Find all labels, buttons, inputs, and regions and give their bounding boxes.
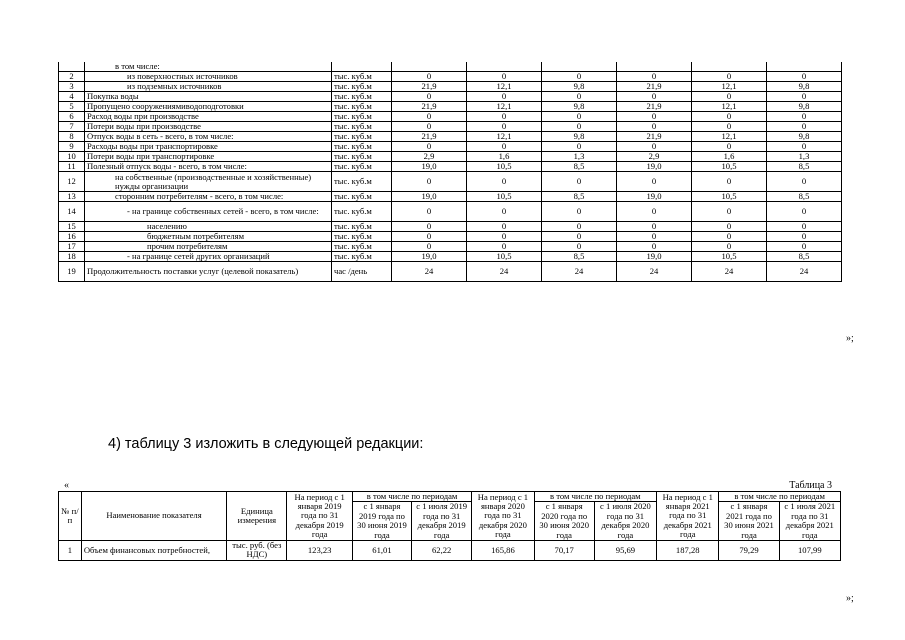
value-cell: 9,8 [542, 132, 617, 142]
value-cell: 12,1 [692, 82, 767, 92]
value-cell: 24 [692, 262, 767, 282]
value-cell: 10,5 [467, 252, 542, 262]
value-cell: 0 [617, 72, 692, 82]
value-cell: 21,9 [617, 82, 692, 92]
value-cell: 12,1 [467, 102, 542, 112]
row-unit: тыс. куб.м [332, 72, 392, 82]
value-cell: 0 [617, 92, 692, 102]
col-2021-split: в том числе по периодам [719, 492, 841, 502]
row-unit: тыс. куб.м [332, 112, 392, 122]
row-name: бюджетным потребителям [85, 232, 332, 242]
row-unit: тыс. куб.м [332, 132, 392, 142]
row-name: Пропущено сооружениямиводоподготовки [85, 102, 332, 112]
row-name: прочим потребителям [85, 242, 332, 252]
value-cell: 19,0 [392, 192, 467, 202]
value-cell: 24 [617, 262, 692, 282]
row-num: 13 [59, 192, 85, 202]
value-cell: 0 [542, 202, 617, 222]
row-num: 19 [59, 262, 85, 282]
value-cell: 0 [692, 232, 767, 242]
row-num: 12 [59, 172, 85, 192]
row-name: из поверхностных источников [85, 72, 332, 82]
table-title: Таблица 3 [789, 480, 832, 491]
row-unit: тыс. куб.м [332, 122, 392, 132]
value-cell: 19,0 [392, 252, 467, 262]
value-cell: 12,1 [467, 132, 542, 142]
value-cell: 0 [542, 222, 617, 232]
row-num: 16 [59, 232, 85, 242]
row-num: 17 [59, 242, 85, 252]
row-name: Полезный отпуск воды - всего, в том числе: [85, 162, 332, 172]
value-cell: 0 [542, 172, 617, 192]
value-cell: 21,9 [617, 132, 692, 142]
value-cell: 0 [392, 242, 467, 252]
row-name: населению [85, 222, 332, 232]
row-unit: тыс. руб. (без НДС) [227, 541, 287, 561]
row-num: 15 [59, 222, 85, 232]
value-cell: 0 [467, 122, 542, 132]
col-2020-h1: с 1 января 2020 года по 30 июня 2020 года [534, 502, 594, 541]
value-cell: 10,5 [467, 162, 542, 172]
table-row [59, 82, 842, 92]
value-cell: 0 [767, 222, 842, 232]
value-cell: 0 [467, 202, 542, 222]
value-cell: 9,8 [542, 102, 617, 112]
value-cell: 0 [542, 242, 617, 252]
value-cell: 0 [692, 142, 767, 152]
row-num: 14 [59, 202, 85, 222]
row-name: Потери воды при производстве [85, 122, 332, 132]
row-num: 10 [59, 152, 85, 162]
row-unit: тыс. куб.м [332, 202, 392, 222]
value-cell: 12,1 [467, 82, 542, 92]
value-cell: 8,5 [767, 252, 842, 262]
value-cell: 24 [467, 262, 542, 282]
value-cell: 9,8 [767, 102, 842, 112]
value-cell: 1,6 [467, 152, 542, 162]
row-num: 1 [59, 541, 82, 561]
instruction-text: 4) таблицу 3 изложить в следующей редакции: [108, 436, 424, 452]
value-cell: 0 [692, 92, 767, 102]
value-cell: 0 [467, 172, 542, 192]
row-unit: тыс. куб.м [332, 142, 392, 152]
value-cell: 12,1 [692, 132, 767, 142]
value-cell: 0 [542, 142, 617, 152]
row-name: Продолжительность поставки услуг (целевой показатель) [85, 262, 332, 282]
value-cell: 0 [767, 232, 842, 242]
value-cell: 0 [767, 112, 842, 122]
value-cell: 21,9 [392, 132, 467, 142]
row-unit: тыс. куб.м [332, 152, 392, 162]
value-cell: 0 [617, 122, 692, 132]
value-cell: 1,3 [542, 152, 617, 162]
row-unit: тыс. куб.м [332, 82, 392, 92]
value-cell: 0 [392, 112, 467, 122]
row-name: Расход воды при производстве [85, 112, 332, 122]
row-num: 18 [59, 252, 85, 262]
value-cell: 61,01 [352, 541, 411, 561]
value-cell: 21,9 [617, 102, 692, 112]
value-cell: 9,8 [767, 82, 842, 92]
value-cell: 10,5 [692, 162, 767, 172]
table-row [59, 541, 841, 561]
table-row [59, 232, 842, 242]
value-cell: 2,9 [617, 152, 692, 162]
col-2019-h1: с 1 января 2019 года по 30 июня 2019 года [352, 502, 411, 541]
value-cell: 0 [542, 232, 617, 242]
row-num: 5 [59, 102, 85, 112]
row-name: Объем финансовых потребностей, [81, 541, 226, 561]
value-cell: 0 [617, 112, 692, 122]
value-cell: 1,6 [692, 152, 767, 162]
row-unit: тыс. куб.м [332, 222, 392, 232]
value-cell: 0 [392, 92, 467, 102]
table-row [59, 142, 842, 152]
row-unit: тыс. куб.м [332, 192, 392, 202]
value-cell: 0 [767, 142, 842, 152]
value-cell: 0 [542, 92, 617, 102]
value-cell: 0 [692, 112, 767, 122]
value-cell: 19,0 [392, 162, 467, 172]
value-cell: 0 [767, 172, 842, 192]
row-name: из подземных источников [85, 82, 332, 92]
value-cell: 0 [767, 242, 842, 252]
row-unit: тыс. куб.м [332, 172, 392, 192]
value-cell: 70,17 [534, 541, 594, 561]
value-cell: 0 [767, 122, 842, 132]
value-cell: 0 [467, 92, 542, 102]
water-balance-table [58, 62, 842, 282]
row-unit: тыс. куб.м [332, 92, 392, 102]
row-unit: тыс. куб.м [332, 162, 392, 172]
row-unit: тыс. куб.м [332, 252, 392, 262]
value-cell: 0 [392, 202, 467, 222]
value-cell: 0 [617, 222, 692, 232]
value-cell: 0 [692, 172, 767, 192]
row-unit: тыс. куб.м [332, 232, 392, 242]
col-2021-h2: с 1 июля 2021 года по 31 декабря 2021 года [779, 502, 840, 541]
table-row [59, 222, 842, 232]
value-cell: 0 [542, 122, 617, 132]
row-unit: тыс. куб.м [332, 242, 392, 252]
row-name: - на границе сетей других организаций [85, 252, 332, 262]
col-2021-h1: с 1 января 2021 года по 30 июня 2021 года [719, 502, 779, 541]
value-cell: 0 [617, 142, 692, 152]
value-cell: 19,0 [617, 192, 692, 202]
value-cell: 0 [467, 242, 542, 252]
table-row [59, 62, 842, 72]
value-cell: 24 [542, 262, 617, 282]
value-cell: 107,99 [779, 541, 840, 561]
value-cell: 9,8 [767, 132, 842, 142]
value-cell: 0 [692, 72, 767, 82]
value-cell: 123,23 [287, 541, 352, 561]
value-cell: 8,5 [542, 162, 617, 172]
value-cell: 21,9 [392, 82, 467, 92]
table-row [59, 72, 842, 82]
value-cell: 8,5 [767, 162, 842, 172]
value-cell: 8,5 [542, 192, 617, 202]
value-cell: 0 [767, 92, 842, 102]
value-cell: 0 [542, 112, 617, 122]
row-num: 8 [59, 132, 85, 142]
value-cell: 0 [767, 72, 842, 82]
value-cell: 19,0 [617, 162, 692, 172]
value-cell: 0 [467, 72, 542, 82]
value-cell: 12,1 [692, 102, 767, 112]
value-cell: 0 [617, 172, 692, 192]
col-2021: На период с 1 января 2021 года по 31 декабря 2021 года [657, 492, 719, 541]
value-cell: 0 [392, 122, 467, 132]
value-cell: 21,9 [392, 102, 467, 112]
value-cell: 0 [767, 202, 842, 222]
value-cell: 10,5 [692, 192, 767, 202]
value-cell: 165,86 [472, 541, 534, 561]
table-row [59, 122, 842, 132]
value-cell: 0 [467, 142, 542, 152]
opening-quote: « [64, 480, 69, 491]
col-2019-split: в том числе по периодам [352, 492, 471, 502]
table-row [59, 202, 842, 222]
row-label: в том числе: [85, 62, 332, 72]
value-cell: 187,28 [657, 541, 719, 561]
row-unit: час /день [332, 262, 392, 282]
col-2019: На период с 1 января 2019 года по 31 декабря 2019 года [287, 492, 352, 541]
closing-quote: »; [846, 593, 854, 604]
col-2020: На период с 1 января 2020 года по 31 декабря 2020 года [472, 492, 534, 541]
value-cell: 24 [767, 262, 842, 282]
col-name: Наименование показателя [81, 492, 226, 541]
value-cell: 0 [392, 232, 467, 242]
table-row [59, 162, 842, 172]
col-unit: Единица измерения [227, 492, 287, 541]
row-name: сторонним потребителям - всего, в том числе: [85, 192, 332, 202]
table-row [59, 262, 842, 282]
value-cell: 0 [692, 122, 767, 132]
table-row [59, 152, 842, 162]
table-row [59, 102, 842, 112]
value-cell: 0 [392, 222, 467, 232]
value-cell: 0 [692, 242, 767, 252]
value-cell: 9,8 [542, 82, 617, 92]
col-2020-h2: с 1 июля 2020 года по 31 декабря 2020 года [594, 502, 656, 541]
row-name: Расходы воды при транспортировке [85, 142, 332, 152]
col-num: № п/п [59, 492, 82, 541]
row-name: Потери воды при транспортировке [85, 152, 332, 162]
value-cell: 1,3 [767, 152, 842, 162]
value-cell: 8,5 [542, 252, 617, 262]
col-2019-h2: с 1 июля 2019 года по 31 декабря 2019 года [412, 502, 472, 541]
value-cell: 0 [617, 202, 692, 222]
table-row [59, 92, 842, 102]
row-name: Отпуск воды в сеть - всего, в том числе: [85, 132, 332, 142]
value-cell: 0 [542, 72, 617, 82]
value-cell: 62,22 [412, 541, 472, 561]
value-cell: 19,0 [617, 252, 692, 262]
value-cell: 0 [617, 242, 692, 252]
row-num: 2 [59, 72, 85, 82]
row-unit: тыс. куб.м [332, 102, 392, 112]
table-row [59, 172, 842, 192]
table-row [59, 132, 842, 142]
table-row [59, 252, 842, 262]
table-row [59, 242, 842, 252]
row-num: 9 [59, 142, 85, 152]
row-num: 6 [59, 112, 85, 122]
row-name: Покупка воды [85, 92, 332, 102]
row-num: 7 [59, 122, 85, 132]
value-cell: 10,5 [467, 192, 542, 202]
value-cell: 95,69 [594, 541, 656, 561]
value-cell: 0 [467, 112, 542, 122]
value-cell: 0 [392, 172, 467, 192]
row-name: на собственные (производственные и хозяйственные) нужды организации [85, 172, 332, 192]
value-cell: 0 [467, 232, 542, 242]
row-num: 11 [59, 162, 85, 172]
col-2020-split: в том числе по периодам [534, 492, 657, 502]
table-row [59, 192, 842, 202]
row-num: 4 [59, 92, 85, 102]
value-cell: 79,29 [719, 541, 779, 561]
table-header-row [59, 492, 841, 502]
value-cell: 0 [692, 222, 767, 232]
value-cell: 10,5 [692, 252, 767, 262]
value-cell: 0 [392, 142, 467, 152]
table-row [59, 112, 842, 122]
value-cell: 0 [692, 202, 767, 222]
value-cell: 2,9 [392, 152, 467, 162]
row-num: 3 [59, 82, 85, 92]
financial-needs-table [58, 491, 841, 561]
value-cell: 0 [467, 222, 542, 232]
row-name: - на границе собственных сетей - всего, в том числе: [85, 202, 332, 222]
value-cell: 24 [392, 262, 467, 282]
value-cell: 0 [617, 232, 692, 242]
closing-quote: »; [846, 333, 854, 344]
value-cell: 8,5 [767, 192, 842, 202]
value-cell: 0 [392, 72, 467, 82]
